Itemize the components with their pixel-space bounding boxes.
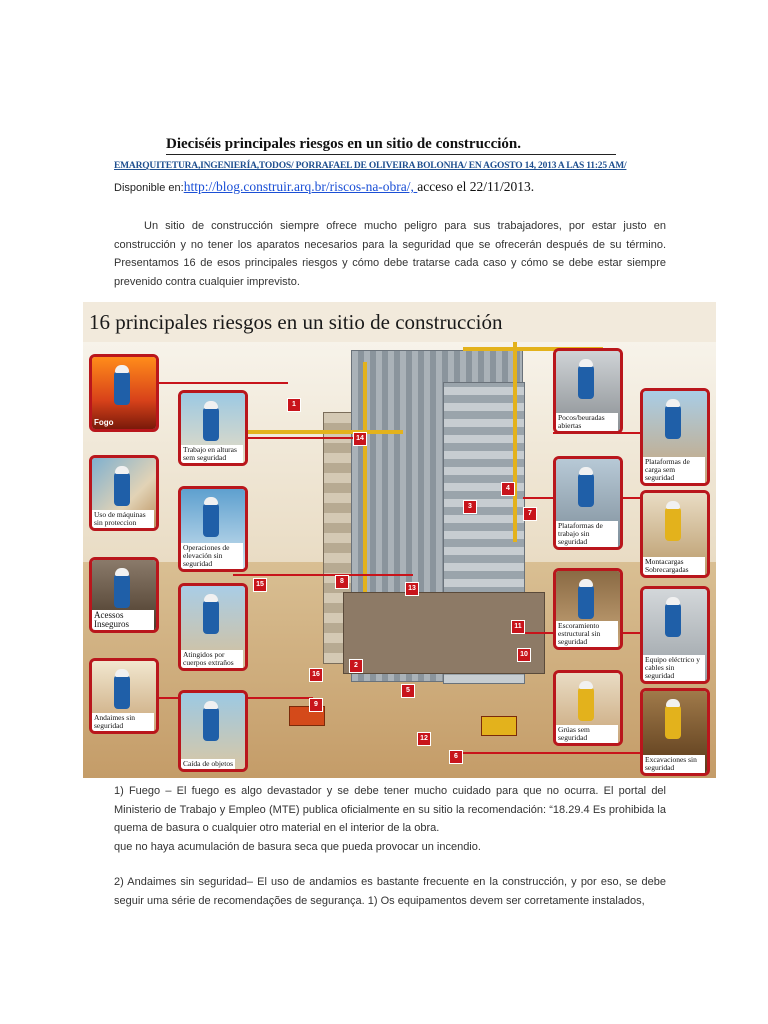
- infographic: [83, 302, 716, 778]
- panel-label: Montacargas Sobrecargadas: [643, 557, 705, 575]
- marker-number: 3: [463, 500, 477, 514]
- access-period: .: [530, 179, 535, 194]
- crane-mast: [363, 362, 367, 592]
- panel-label: Trabajo en alturas sem seguridad: [181, 445, 243, 463]
- item-1-text: 1) Fuego – El fuego es algo devastador y se debe tener mucho cuidado para que no ocurra. El portal del Ministerio de Trabajo y Empleo (MTE) publica oficialmente en su sitio la recomendación: “18.29.4 Es prohibida la quema de basura o cualquier otro material en el interior de la obra.: [114, 785, 666, 834]
- marker-number: 16: [309, 668, 323, 682]
- panel-atingidos: [178, 583, 248, 671]
- available-label: Disponible en:: [114, 182, 184, 194]
- panel-label: Plataformas de trabajo sin seguridad: [556, 521, 618, 547]
- marker-number: 9: [309, 698, 323, 712]
- panel-andaimes: [89, 658, 159, 734]
- marker-number: 13: [405, 582, 419, 596]
- marker-number: 6: [449, 750, 463, 764]
- panel-fuego: [89, 354, 159, 432]
- connector-line: [233, 574, 413, 576]
- infographic-title: 16 principales riesgos en un sitio de construcción: [89, 310, 503, 334]
- marker-number: 1: [287, 398, 301, 412]
- panel-label: Uso de máquinas sin proteccion: [92, 510, 154, 528]
- marker-number: 15: [253, 578, 267, 592]
- intro-paragraph: Un sitio de construcción siempre ofrece mucho peligro para sus trabajadores, por estar justo en construcción y no tener los aparatos necesarios para la seguridad que se ofrecerán después de su término. Presentamos 16 de esos principales riesgos y cómo debe tratarse cada caso y cómo se debe estar siempre prevenido contra cualquier imprevisto.: [114, 220, 666, 288]
- marker-number: 5: [401, 684, 415, 698]
- item-1-text-cont: que no haya acumulación de basura seca que pueda provocar un incendio.: [114, 840, 481, 853]
- panel-label: Operaciones de elevación sin seguridad: [181, 543, 243, 569]
- panel-caida: [178, 690, 248, 772]
- item-2-paragraph: 2) Andaimes sin seguridad– El uso de andamios es bastante frecuente en la construcción, y por eso, se debe seguir uma série de recomendações de segurança. 1) Os equipamentos devem ser corretamente instalados,: [114, 876, 666, 907]
- panel-pozos: [553, 348, 623, 434]
- marker-number: 10: [517, 648, 531, 662]
- marker-number: 8: [335, 575, 349, 589]
- access-date: acceso el 22/11/2013: [417, 179, 531, 194]
- panel-accesos: [89, 557, 159, 633]
- panel-label: Plataformas de carga sem seguridad: [643, 457, 705, 483]
- connector-line: [463, 752, 643, 754]
- panel-label: Caída de objetos: [183, 759, 233, 768]
- byline[interactable]: EMARQUITETURA,INGENIERÍA,TODOS/ PORRAFAEL DE OLIVEIRA BOLONHA/ EN AGOSTO 14, 2013 A LAS 11:25 AM/: [114, 161, 627, 171]
- marker-number: 2: [349, 659, 363, 673]
- panel-label: Atingidos por cuerpos extraños: [181, 650, 243, 668]
- panel-label: Acessos Inseguros: [92, 610, 154, 630]
- panel-operaciones: [178, 486, 248, 572]
- panel-excavaciones: [640, 688, 710, 776]
- marker-number: 11: [511, 620, 525, 634]
- panel-label: Escoramiento estructural sin seguridad: [556, 621, 618, 647]
- panel-gruas: [553, 670, 623, 746]
- connector-line: [233, 437, 363, 439]
- marker-number: 12: [417, 732, 431, 746]
- marker-number: 7: [523, 507, 537, 521]
- availability-line: [114, 179, 534, 195]
- panel-label: Pocos/beuradas abiertas: [556, 413, 618, 431]
- marker-number: 14: [353, 432, 367, 446]
- source-link[interactable]: http://blog.construir.arq.br/riscos-na-obra/,: [183, 179, 418, 194]
- marker-number: 4: [501, 482, 515, 496]
- panel-equipo: [640, 586, 710, 684]
- panel-montacargas: [640, 490, 710, 578]
- panel-uso-maquinas: [89, 455, 159, 531]
- crane-jib: [243, 430, 403, 434]
- excavator: [481, 716, 517, 736]
- panel-plat-trabajo: [553, 456, 623, 550]
- document-title: Dieciséis principales riesgos en un sitio de construcción.: [166, 136, 616, 155]
- panel-label: Excavaciones sin seguridad: [643, 755, 705, 773]
- panel-label: Andaimes sin seguridad: [92, 713, 154, 731]
- panel-escoramiento: [553, 568, 623, 650]
- fogo-label: Fogo: [94, 418, 114, 427]
- crane-mast: [513, 342, 517, 542]
- panel-label: Equipo eléctrico y cables sin seguridad: [643, 655, 705, 681]
- connector-line: [153, 382, 288, 384]
- item-1-paragraph: [114, 782, 666, 856]
- panel-label: Grúas sem seguridad: [556, 725, 618, 743]
- panel-trabajo-alturas: [178, 390, 248, 466]
- panel-plat-carga: [640, 388, 710, 486]
